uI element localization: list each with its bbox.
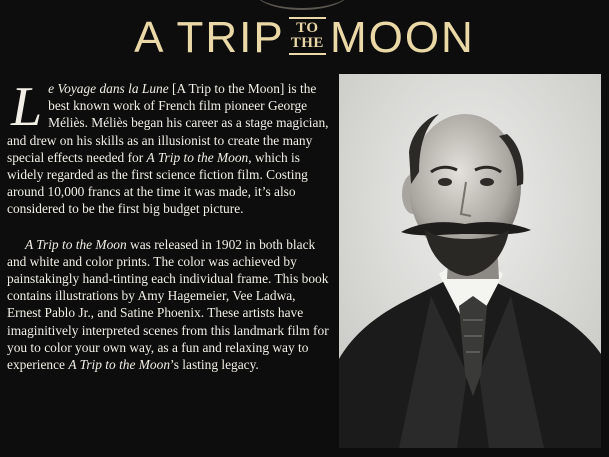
paragraph-release-text-1: was released in 1902 in both black and white and color prints. The color was achieved by painstakingly hand-tinting each individual frame. This book contains illustrations by Amy Hagemeier, Vee Ladwa, Ernest Pablo Jr., and Satine Phoenix. These artists have imaginitively interpreted scenes from this landmark film for you to color your own way, as a fun and relaxing way to experience xyxy=(7,236,329,373)
title-the: THE xyxy=(290,35,324,51)
paragraph-intro xyxy=(7,76,333,218)
body-text xyxy=(7,76,333,373)
portrait-photo xyxy=(339,74,601,448)
film-title: A Trip to the Moon xyxy=(68,357,171,373)
portrait-illustration xyxy=(339,74,601,448)
title-connector xyxy=(289,17,326,55)
drop-cap: L xyxy=(11,76,43,138)
paragraph-intro-text-2: , which is widely regarded as the first science fiction film. Costing around 10,000 francs at the time it was made, it’s also considered to be the first big budget picture. xyxy=(7,149,308,217)
paragraph-release-text-2: ’s lasting legacy. xyxy=(170,357,259,373)
film-title: A Trip to the Moon xyxy=(146,149,249,165)
title-right: MOON xyxy=(329,13,475,62)
paragraph-release xyxy=(7,236,333,374)
page-title xyxy=(0,6,609,70)
title-left: A TRIP xyxy=(134,13,285,62)
title-to: TO xyxy=(296,20,319,36)
paragraph-intro-text-1: [A Trip to the Moon] is the best known work of French film pioneer George Méliès. Méliès began his career as a stage magician, and drew on his skills as an illusionist to create the many special effects needed for xyxy=(7,81,329,165)
film-title: A Trip to the Moon xyxy=(25,236,127,252)
film-title-french: e Voyage dans la Lune xyxy=(48,81,169,96)
